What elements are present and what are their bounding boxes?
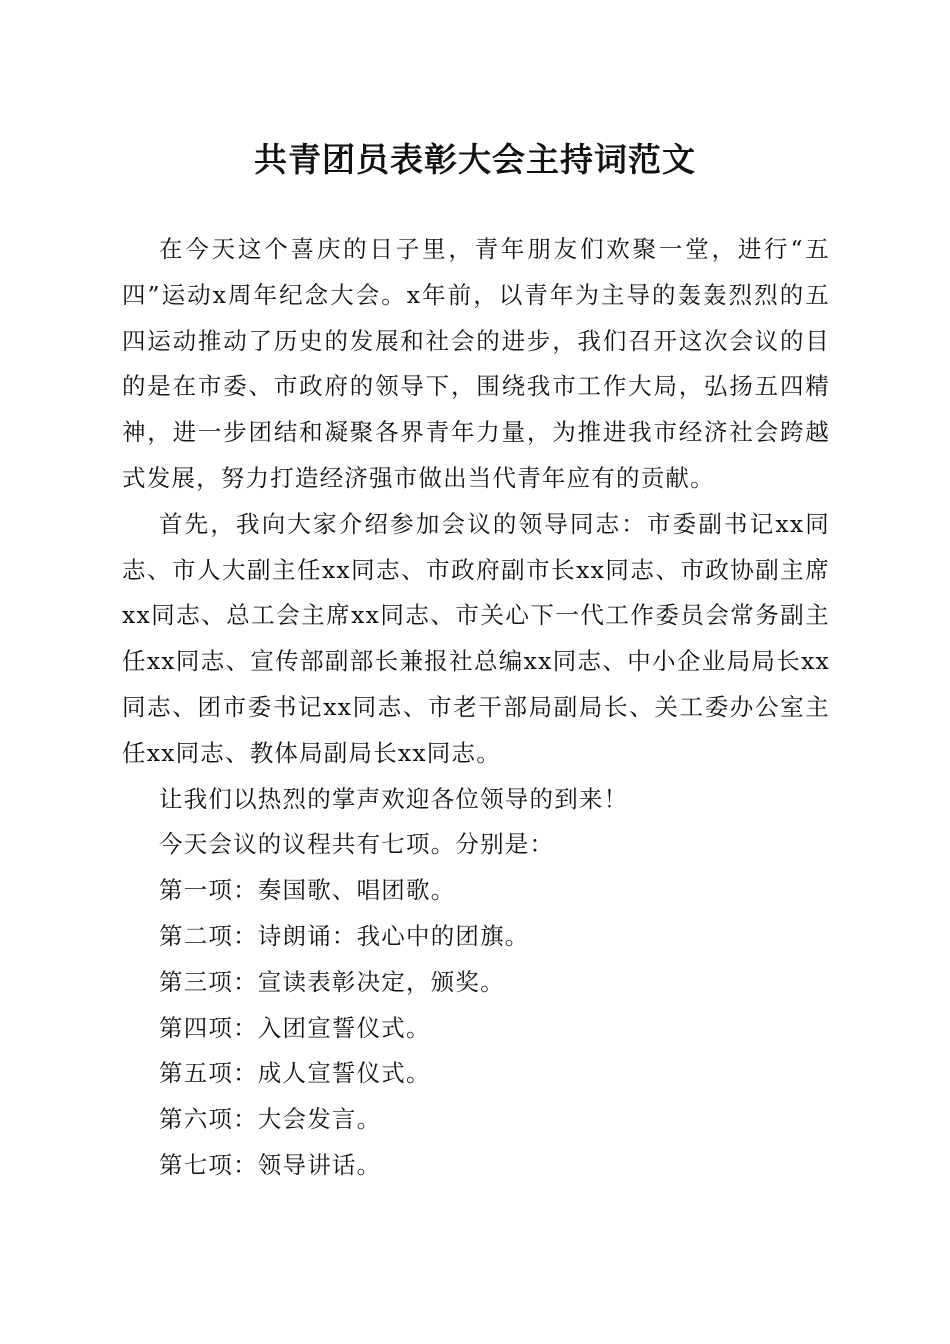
agenda-intro-line: 今天会议的议程共有七项。分别是： (159, 830, 555, 859)
agenda-item: 第一项：奏国歌、唱团歌。 (159, 876, 456, 905)
document-title: 共青团员表彰大会主持词范文 (254, 140, 696, 179)
agenda-item: 第六项：大会发言。 (159, 1105, 382, 1134)
document-body (122, 227, 830, 1189)
agenda-item: 第五项：成人宣誓仪式。 (159, 1059, 431, 1088)
welcome-line: 让我们以热烈的掌声欢迎各位领导的到来！ (159, 784, 629, 813)
leaders-paragraph: 首先，我向大家介绍参加会议的领导同志：市委副书记xx同志、市人大副主任xx同志、市政府副市长xx同志、市政协副主席xx同志、总工会主席xx同志、市关心下一代工作委员会常务副主任xx同志、宣传部副部长兼报社总编xx同志、中小企业局局长xx同志、团市委书记xx同志、市老干部局副局长、关工委办公室主任xx同志、教体局副局长xx同志。 (122, 509, 830, 767)
agenda-item: 第二项：诗朗诵：我心中的团旗。 (159, 921, 530, 950)
agenda-item: 第三项：宣读表彰决定，颁奖。 (159, 967, 505, 996)
intro-paragraph: 在今天这个喜庆的日子里，青年朋友们欢聚一堂，进行“五四”运动x周年纪念大会。x年前，以青年为主导的轰轰烈烈的五四运动推动了历史的发展和社会的进步，我们召开这次会议的目的是在市委、市政府的领导下，围绕我市工作大局，弘扬五四精神，进一步团结和凝聚各界青年力量，为推进我市经济社会跨越式发展，努力打造经济强市做出当代青年应有的贡献。 (122, 235, 830, 492)
agenda-item: 第七项：领导讲话。 (159, 1150, 382, 1179)
agenda-item: 第四项：入团宣誓仪式。 (159, 1013, 431, 1042)
